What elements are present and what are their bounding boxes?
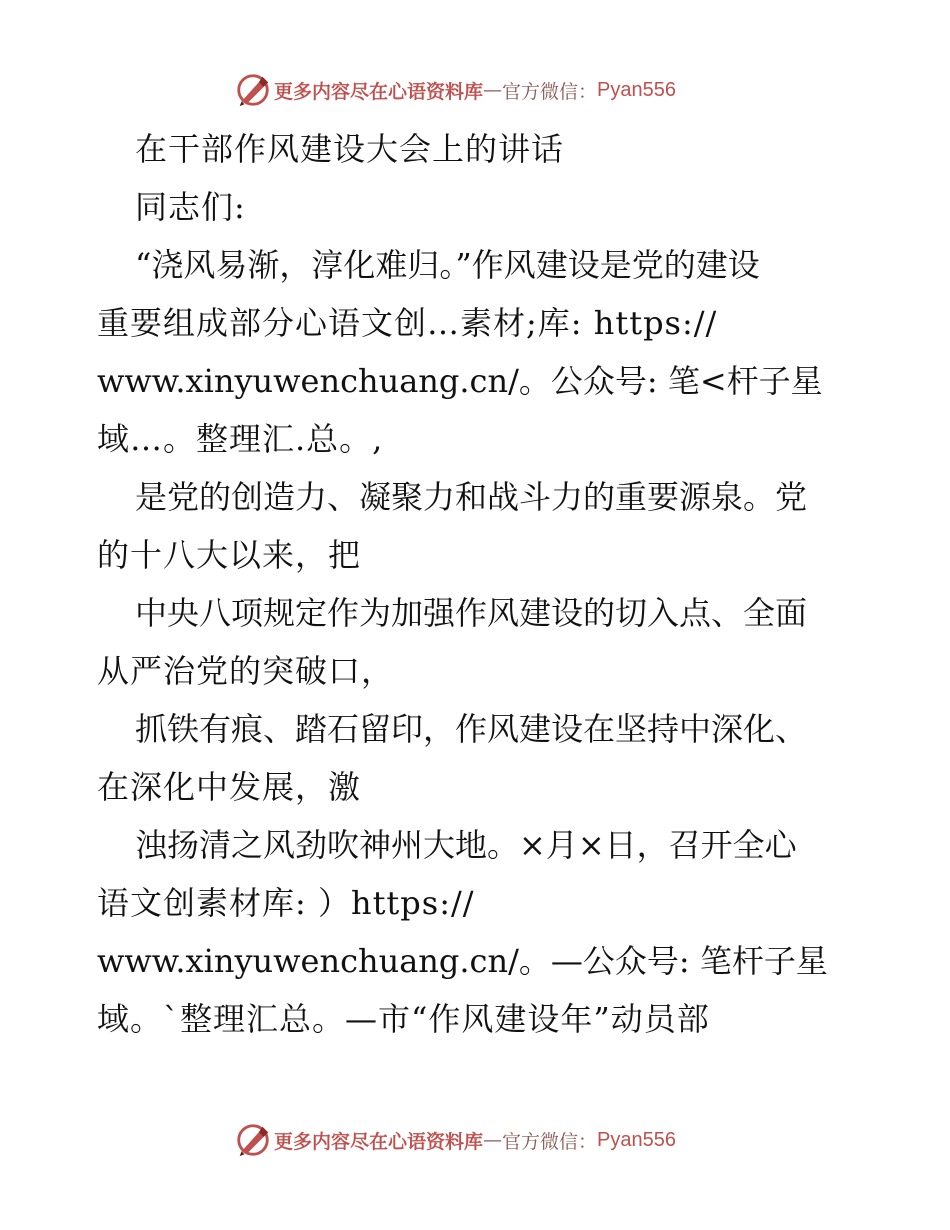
document-line: 语文创素材库: ）https://	[97, 884, 475, 922]
document-line: 域。`整理汇总。—市“作风建设年”动员部	[97, 1000, 710, 1038]
document-line: 浊扬清之风劲吹神州大地。×月×日，召开全心	[135, 826, 797, 864]
document-line: www.xinyuwenchuang.cn/。—公众号: 笔杆子星	[97, 942, 828, 980]
watermark-code: Pyan556	[597, 1128, 676, 1151]
watermark-main-text: 更多内容尽在心语资料库	[274, 80, 484, 103]
document-line: 是党的创造力、凝聚力和战斗力的重要源泉。党	[135, 478, 808, 516]
watermark-code: Pyan556	[597, 78, 676, 101]
document-line: 域…。整理汇.总。,	[97, 420, 384, 458]
document-line: “浇风易渐，淳化难归。”作风建设是党的建设	[135, 246, 760, 284]
document-salutation: 同志们:	[135, 188, 246, 226]
document-line: 的十八大以来，把	[97, 536, 362, 574]
watermark-separator: —	[483, 1129, 503, 1151]
document-line: 中央八项规定作为加强作风建设的切入点、全面	[135, 594, 808, 632]
document-line: 抓铁有痕、踏石留印，作风建设在坚持中深化、	[135, 710, 808, 748]
document-line: www.xinyuwenchuang.cn/。公众号: 笔<杆子星	[97, 362, 823, 400]
watermark-label: 官方微信：	[502, 80, 598, 103]
document-line: 在深化中发展，激	[97, 768, 362, 806]
document-line: 重要组成部分心语文创…素材;库: https://	[97, 304, 718, 342]
header-watermark	[0, 70, 950, 110]
watermark-label: 官方微信：	[502, 1130, 598, 1153]
pen-circle-logo-icon	[234, 71, 272, 109]
watermark-separator: —	[483, 79, 503, 101]
pen-circle-logo-icon	[234, 1121, 272, 1159]
watermark-main-text: 更多内容尽在心语资料库	[274, 1130, 484, 1153]
document-line: 从严治党的突破口，	[97, 652, 395, 690]
footer-watermark	[0, 1120, 950, 1160]
document-title: 在干部作风建设大会上的讲话	[135, 130, 565, 168]
